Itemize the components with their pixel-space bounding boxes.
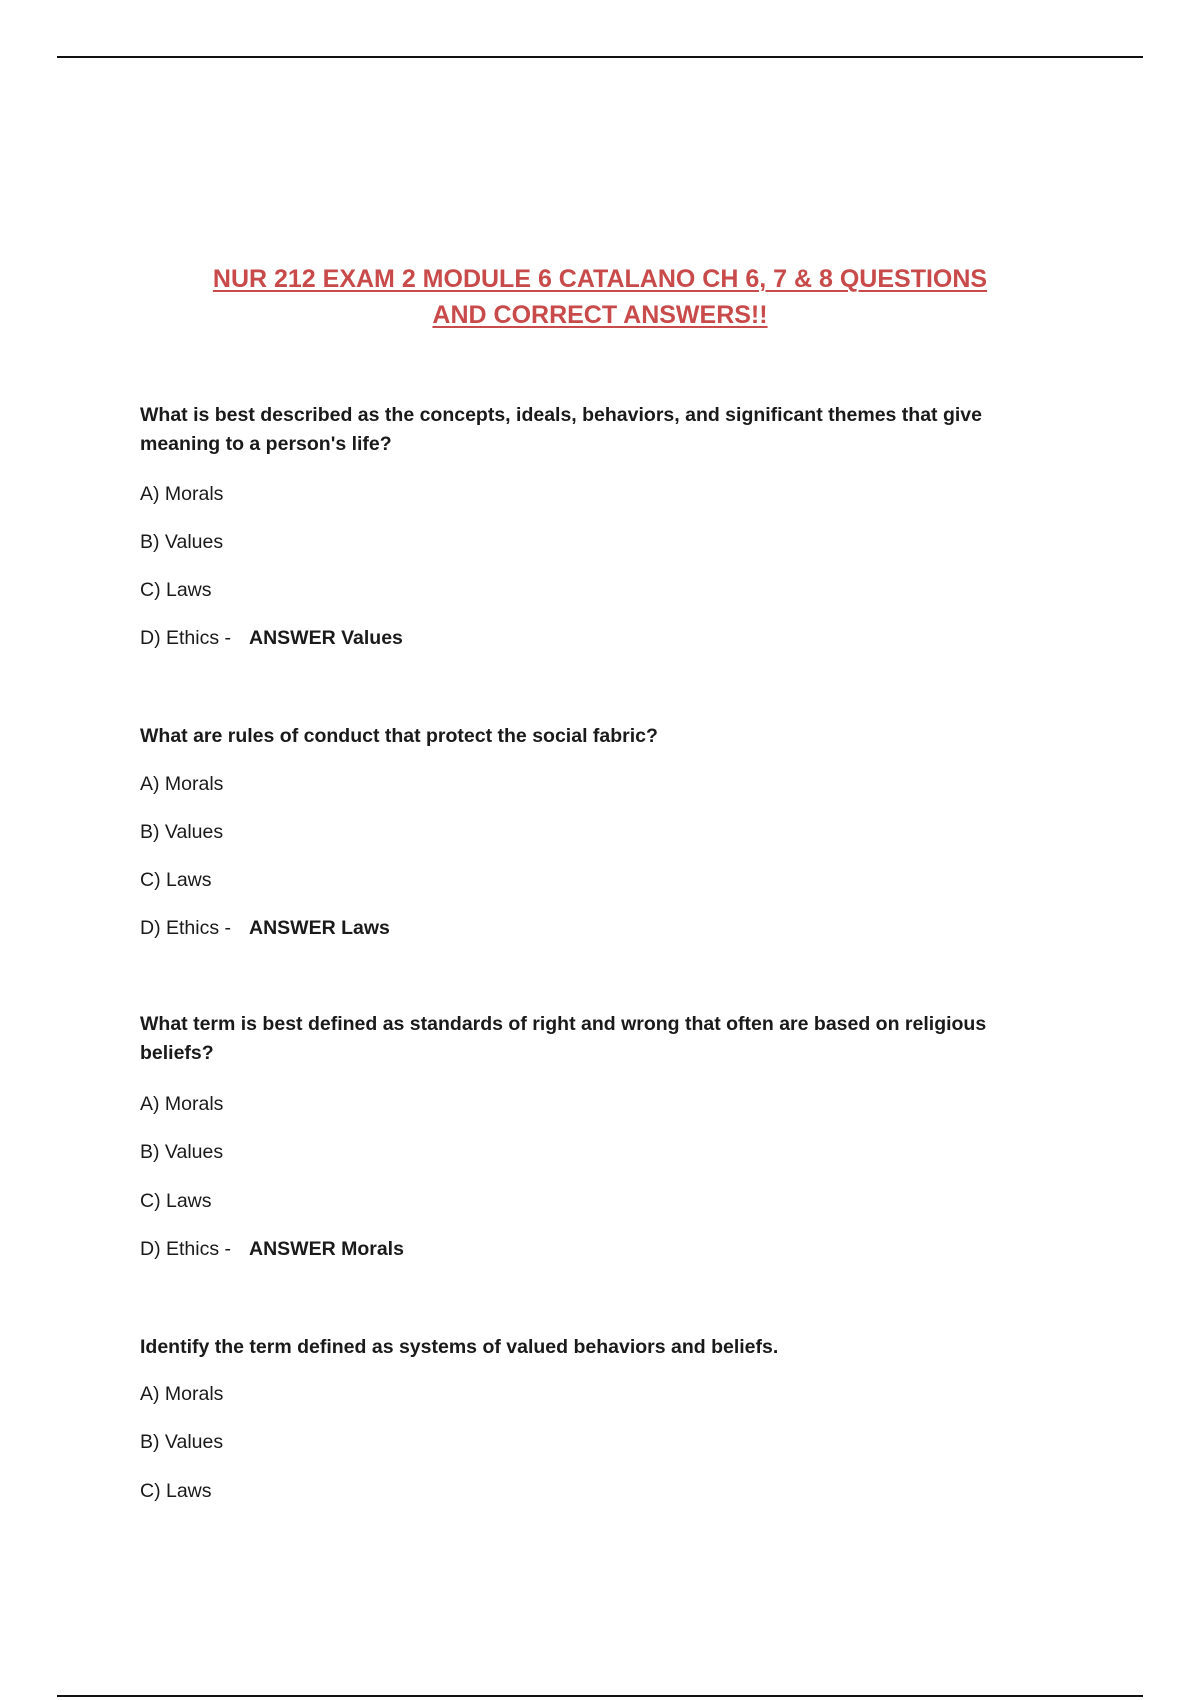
q3-option-d <box>140 1236 404 1262</box>
bottom-rule <box>57 1695 1143 1697</box>
question-4: Identify the term defined as systems of valued behaviors and beliefs. <box>140 1336 779 1358</box>
q3-option-b: B) Values <box>140 1141 224 1163</box>
q4-option-c: C) Laws <box>140 1480 212 1502</box>
q2-option-d-label: D) Ethics - <box>140 917 232 939</box>
q2-option-b: B) Values <box>140 821 224 843</box>
question-3: What term is best defined as standards of right and wrong that often are based on religious beliefs? <box>140 1013 987 1064</box>
q3-option-d-label: D) Ethics - <box>140 1238 232 1260</box>
q4-option-a: A) Morals <box>140 1383 224 1405</box>
q1-answer: ANSWER Values <box>249 627 403 649</box>
title-line-2: AND CORRECT ANSWERS!! <box>432 301 768 329</box>
q2-option-d <box>140 915 390 941</box>
q1-option-d-label: D) Ethics - <box>140 627 232 649</box>
top-rule <box>57 56 1143 58</box>
q3-option-a: A) Morals <box>140 1093 224 1115</box>
question-1: What is best described as the concepts, ideals, behaviors, and significant themes that give meaning to a person's life? <box>140 404 982 455</box>
q3-answer: ANSWER Morals <box>249 1238 404 1260</box>
q1-option-c: C) Laws <box>140 579 212 601</box>
q3-option-c: C) Laws <box>140 1190 212 1212</box>
question-2: What are rules of conduct that protect the social fabric? <box>140 725 658 747</box>
q2-answer: ANSWER Laws <box>249 917 390 939</box>
q1-option-b: B) Values <box>140 531 224 553</box>
q1-option-d <box>140 625 403 651</box>
q4-option-b: B) Values <box>140 1431 224 1453</box>
title-line-1: NUR 212 EXAM 2 MODULE 6 CATALANO CH 6, 7 & 8 QUESTIONS <box>212 265 988 293</box>
q2-option-a: A) Morals <box>140 773 224 795</box>
q2-option-c: C) Laws <box>140 869 212 891</box>
page-title <box>140 261 1060 333</box>
q1-option-a: A) Morals <box>140 483 224 505</box>
